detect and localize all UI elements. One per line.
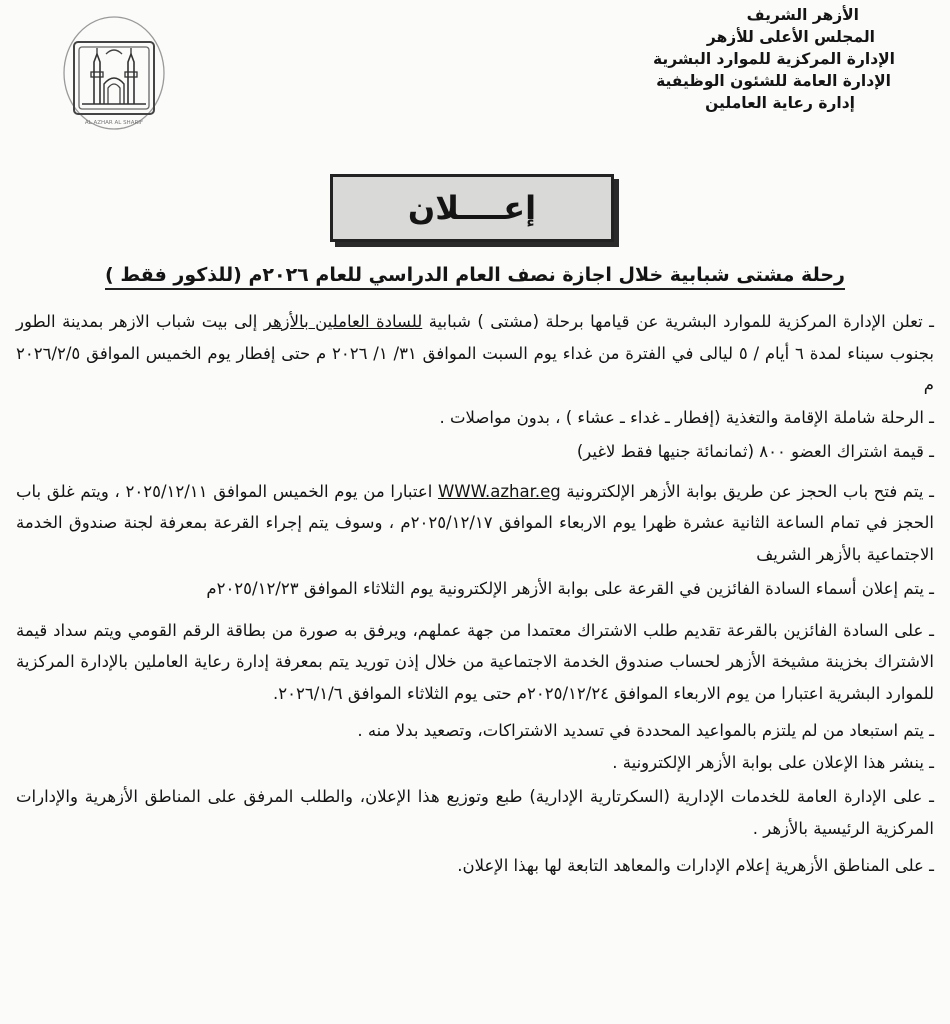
paragraph-results: ـ يتم إعلان أسماء السادة الفائزين في القرعة على بوابة الأزهر الإلكترونية يوم الثلاثاء الموافق ٢٠٢٥/١٢/٢٣م — [206, 579, 934, 598]
paragraph-text: ـ تعلن الإدارة المركزية للموارد البشرية عن قيامها برحلة (مشتى ) شبابية — [422, 312, 935, 331]
header-line-general-admin: الإدارة العامة للشئون الوظيفية — [656, 72, 891, 90]
header-line-council: المجلس الأعلى للأزهر — [706, 28, 875, 46]
paragraph-distribution: ـ على الإدارة العامة للخدمات الإدارية (السكرتارية الإدارية) طبع وتوزيع هذا الإعلان، والطلب المرفق على المناطق الأزهرية والإدارات المركزية الرئيسية بالأزهر . — [16, 787, 934, 838]
paragraph-text: إلى بيت شباب الازهر بمدينة الطور بجنوب سيناء لمدة ٦ أيام / ٥ ليالى في الفترة من غداء يوم السبت الموافق ٣١/ ١/ ٢٠٢٦ م حتى إفطار يوم الخميس الموافق ٢٠٢٦/٢/٥ م — [16, 312, 934, 394]
announcement-subtitle — [40, 264, 910, 286]
subtitle-text: رحلة مشتى شبابية خلال اجازة نصف العام الدراسي للعام ٢٠٢٦م (للذكور فقط ) — [105, 264, 845, 290]
paragraph-text: ـ يتم فتح باب الحجز عن طريق بوابة الأزهر الإلكترونية — [560, 481, 934, 501]
paragraph-regions: ـ على المناطق الأزهرية إعلام الإدارات والمعاهد التابعة لها بهذا الإعلان. — [457, 856, 934, 875]
paragraph-trip-details — [16, 306, 934, 401]
paragraph-payment: ـ على السادة الفائزين بالقرعة تقديم طلب الاشتراك معتمدا من جهة عملهم، ويرفق به صورة من بطاقة الرقم القومي ويتم سداد قيمة الاشتراك بخزينة مشيخة الأزهر لحساب صندوق الخدمة الاجتماعية من خلال إذن توريد يتم بمعرفة إدارة رعاية العاملين بالإدارة المركزية للموارد البشرية اعتبارا من يوم الاربعاء الموافق ٢٠٢٥/١٢/٢٤م حتى يوم الثلاثاء الموافق ٢٠٢٦/١/٦. — [16, 620, 934, 703]
paragraph-publish: ـ ينشر هذا الإعلان على بوابة الأزهر الإلكترونية . — [612, 752, 934, 772]
header-line-central-admin: الإدارة المركزية للموارد البشرية — [653, 50, 895, 68]
logo-caption: AL AZHAR AL SHARIF — [84, 120, 144, 126]
paragraph-booking — [16, 476, 934, 571]
paragraph-fee: ـ قيمة اشتراك العضو ٨٠٠ (ثمانمائة جنيها فقط لاغير) — [576, 441, 934, 461]
al-azhar-logo — [60, 14, 168, 132]
azhar-portal-link[interactable]: WWW.azhar.eg — [437, 481, 561, 501]
announcement-body — [16, 306, 934, 882]
paragraph-inclusions: ـ الرحلة شاملة الإقامة والتغذية (إفطار ـ غداء ـ عشاء ) ، بدون مواصلات . — [439, 407, 934, 427]
header-line-institution: الأزهر الشريف — [746, 6, 859, 24]
announcement-title: إعــــلان — [407, 189, 537, 227]
paragraph-exclusion: ـ يتم استبعاد من لم يلتزم بالمواعيد المحددة في تسديد الاشتراكات، وتصعيد بدلا منه . — [357, 721, 934, 740]
paragraph-text: اعتبارا من يوم الخميس الموافق ٢٠٢٥/١٢/١١ ، ويتم غلق باب الحجز في تمام الساعة الثانية عشرة ظهرا يوم الاربعاء الموافق ٢٠٢٥/١٢/١٧م ، وسوف يتم إجراء القرعة بمعرفة لجنة صندوق الخدمة الاجتماعية بالأزهر الشريف — [16, 481, 934, 564]
header-line-department: إدارة رعاية العاملين — [705, 94, 855, 112]
letterhead — [535, 4, 895, 114]
underlined-audience: للسادة العاملين بالأزهر — [263, 312, 423, 331]
announcement-title-box — [330, 174, 614, 242]
